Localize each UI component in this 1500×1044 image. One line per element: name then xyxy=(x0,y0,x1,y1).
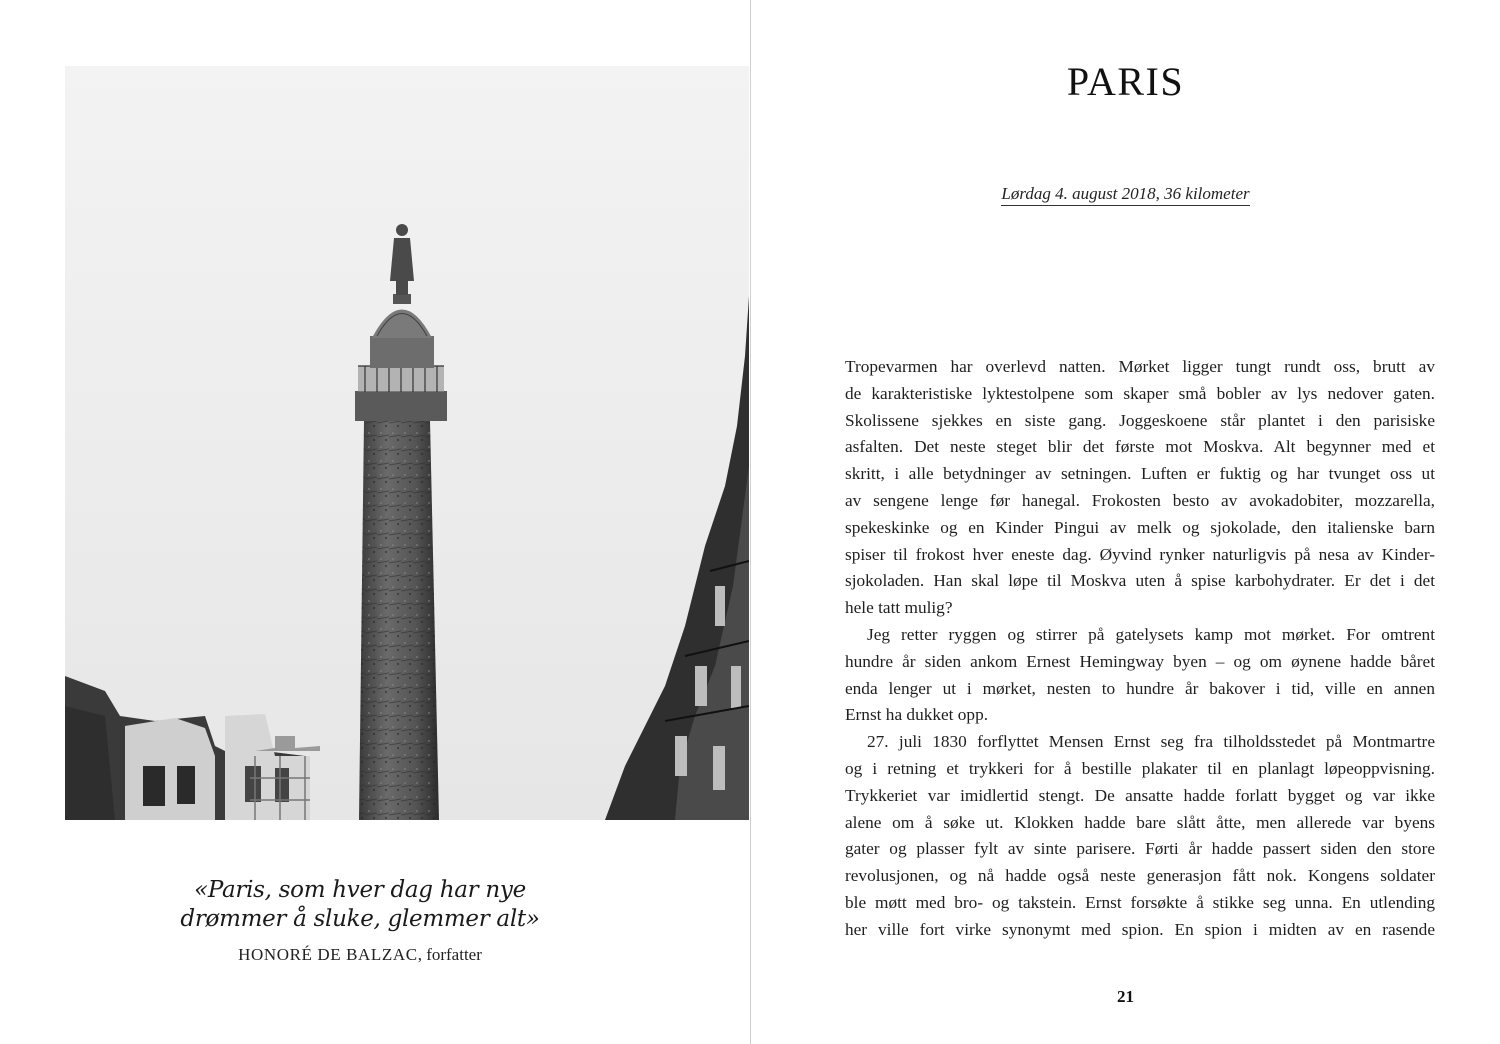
body-line: spiser til frokost hver eneste dag. Øyvind rynker naturligvis på nesa av Kinder- xyxy=(845,544,1435,564)
column-photo xyxy=(65,66,749,820)
body-line: og i retning et trykkeri for å bestille plakater til en planlagt løpeoppvisning. xyxy=(845,758,1435,778)
body-line: av sengene lenge før hanegal. Frokosten besto av avokadobiter, mozzarella, xyxy=(845,490,1435,510)
quote-author: HONORÉ DE BALZAC xyxy=(238,945,418,964)
body-line: spekeskinke og en Kinder Pingui av melk og sjokolade, den italienske barn xyxy=(845,517,1435,537)
body-line: hele tatt mulig? xyxy=(845,598,953,618)
body-line: Tropevarmen har overlevd natten. Mørket ligger tungt rundt oss, brutt av xyxy=(845,357,1435,376)
body-line: revolusjonen, og nå hadde også neste generasjon fått nok. Kongens soldater xyxy=(845,866,1435,886)
right-page xyxy=(751,0,1500,1044)
body-line: Skolissene sjekkes en siste gang. Joggeskoene står plantet i den parisiske xyxy=(845,410,1435,430)
body-line: Ernst ha dukket opp. xyxy=(845,705,989,725)
body-line: gater og plasser fylt av sinte parisere. Førti år hadde passert siden den store xyxy=(845,839,1435,859)
date-text: Lørdag 4. august 2018, 36 kilometer xyxy=(1001,184,1249,206)
body-line: enda lenger ut i mørket, nesten to hundre år bakover i tid, ville en annen xyxy=(845,678,1435,698)
body-line: 27. juli 1830 forflyttet Mensen Ernst seg fra tilholdsstedet på Montmartre xyxy=(867,732,1435,752)
body-line: asfalten. Det neste steget blir det første mot Moskva. Alt begynner med et xyxy=(845,437,1435,457)
body-line: skritt, i alle betydninger av setningen. Luften er fuktig og har tvunget oss ut xyxy=(845,464,1435,484)
body-line: Jeg retter ryggen og stirrer på gatelysets kamp mot mørket. For omtrent xyxy=(867,624,1435,644)
body-line: hundre år siden ankom Ernest Hemingway byen – og om øynene hadde båret xyxy=(845,651,1435,671)
chapter-title: PARIS xyxy=(1066,59,1185,104)
body-line: her ville fort virke synonymt med spion. En spion i midten av en rasende xyxy=(845,919,1435,939)
body-line: alene om å søke ut. Klokken hadde bare slått åtte, men allerede var byens xyxy=(845,812,1435,832)
chapter-body xyxy=(845,354,1435,944)
epigraph-quote xyxy=(65,876,655,934)
chapter-date-line xyxy=(751,184,1500,204)
quote-attribution xyxy=(65,945,655,965)
body-line: sjokoladen. Han skal løpe til Moskva uten å spise karbohydrater. Er det i det xyxy=(845,571,1435,591)
quote-author-role: , forfatter xyxy=(417,945,482,964)
quote-line-2: drømmer å sluke, glemmer alt» xyxy=(180,906,540,932)
quote-line-1: «Paris, som hver dag har nye xyxy=(194,877,526,903)
body-line: Trykkeriet var imidlertid stengt. De ansatte hadde forlatt bygget og var ikke xyxy=(845,785,1435,805)
page-number: 21 xyxy=(1117,987,1134,1006)
body-line: ble møtt med bro- og takstein. Ernst forsøkte å stikke seg unna. En utlending xyxy=(845,892,1435,912)
body-line: de karakteristiske lyktestolpene som skaper små bobler av lys nedover gaten. xyxy=(845,383,1435,403)
